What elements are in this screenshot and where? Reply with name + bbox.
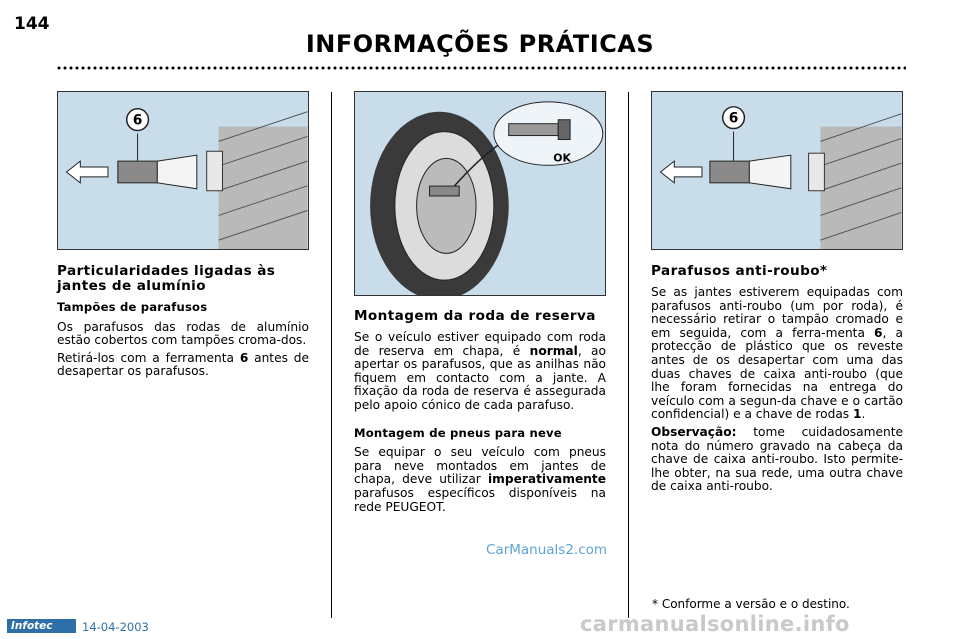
infotec-badge: Infotec <box>7 619 76 633</box>
right-column <box>651 264 903 498</box>
illustration-spare-wheel <box>354 91 606 296</box>
cap-removal-drawing <box>58 92 308 249</box>
page-title: INFORMAÇÕES PRÁTICAS <box>305 30 655 58</box>
footnote: * Conforme a versão e o destino. <box>652 597 850 611</box>
middle-heading: Montagem da roda de reserva <box>354 308 596 324</box>
middle-column <box>354 309 606 518</box>
left-subheading: Tampões de parafusos <box>57 300 208 314</box>
middle-paragraph-2: Se equipar o seu veículo com pneus para neve montados em jantes de chapa, deve utilizar imperativamente parafusos específicos disponíveis na rede PEUGEOT. <box>354 445 606 514</box>
column-divider-right <box>628 92 629 618</box>
left-column <box>57 264 309 383</box>
footer-site-watermark: carmanualsonline.info <box>580 612 850 636</box>
figure-label-ok: OK <box>553 151 571 165</box>
footer-date: 14-04-2003 <box>82 620 149 634</box>
middle-subheading: Montagem de pneus para neve <box>354 425 562 440</box>
page-number: 144 <box>14 14 50 34</box>
right-paragraph-2: Observação: tome cuidadosamente nota do número gravado na cabeça da chave de caixa anti-roubo. Isto permite-lhe obter, na sua rede, uma outra chave de caixa anti-roubo. <box>651 424 903 494</box>
watermark-carmanuals: CarManuals2.com <box>486 542 608 558</box>
illustration-cap-removal <box>57 91 309 250</box>
spare-wheel-drawing <box>355 92 605 295</box>
middle-paragraph-1: Se o veículo estiver equipado com roda de reserva em chapa, é normal, ao apertar os parafusos, que as anilhas não fiquem em contacto com a jante. A fixação da roda de reserva é assegurada pelo apoio cónico de cada parafuso. <box>354 330 606 412</box>
title-dotted-rule <box>56 66 906 70</box>
right-heading: Parafusos anti-roubo* <box>651 263 828 279</box>
anti-theft-bolt-drawing <box>652 92 902 249</box>
right-paragraph-1: Se as jantes estiverem equipadas com parafusos anti-roubo (um por roda), é necessário retirar o tampão cromado e em seguida, com a ferra-menta 6, a protecção de plástico que os reveste antes de os desapertar com uma das duas chaves de caixa anti-roubo (que lhe foram fornecidas na entrega do veículo com a segun-da chave e o cartão confidencial) e a chave de rodas 1. <box>651 285 903 422</box>
left-heading: Particularidades ligadas às jantes de alumínio <box>57 263 276 294</box>
left-paragraph-2: Retirá-los com a ferramenta 6 antes de desapertar os parafusos. <box>57 350 309 379</box>
illustration-anti-theft-bolt <box>651 91 903 250</box>
column-divider-left <box>331 92 332 618</box>
left-paragraph-1: Os parafusos das rodas de alumínio estão cobertos com tampões croma-dos. <box>57 319 309 348</box>
figure-callout-6-right: 6 <box>728 110 739 127</box>
figure-callout-6: 6 <box>132 112 143 129</box>
